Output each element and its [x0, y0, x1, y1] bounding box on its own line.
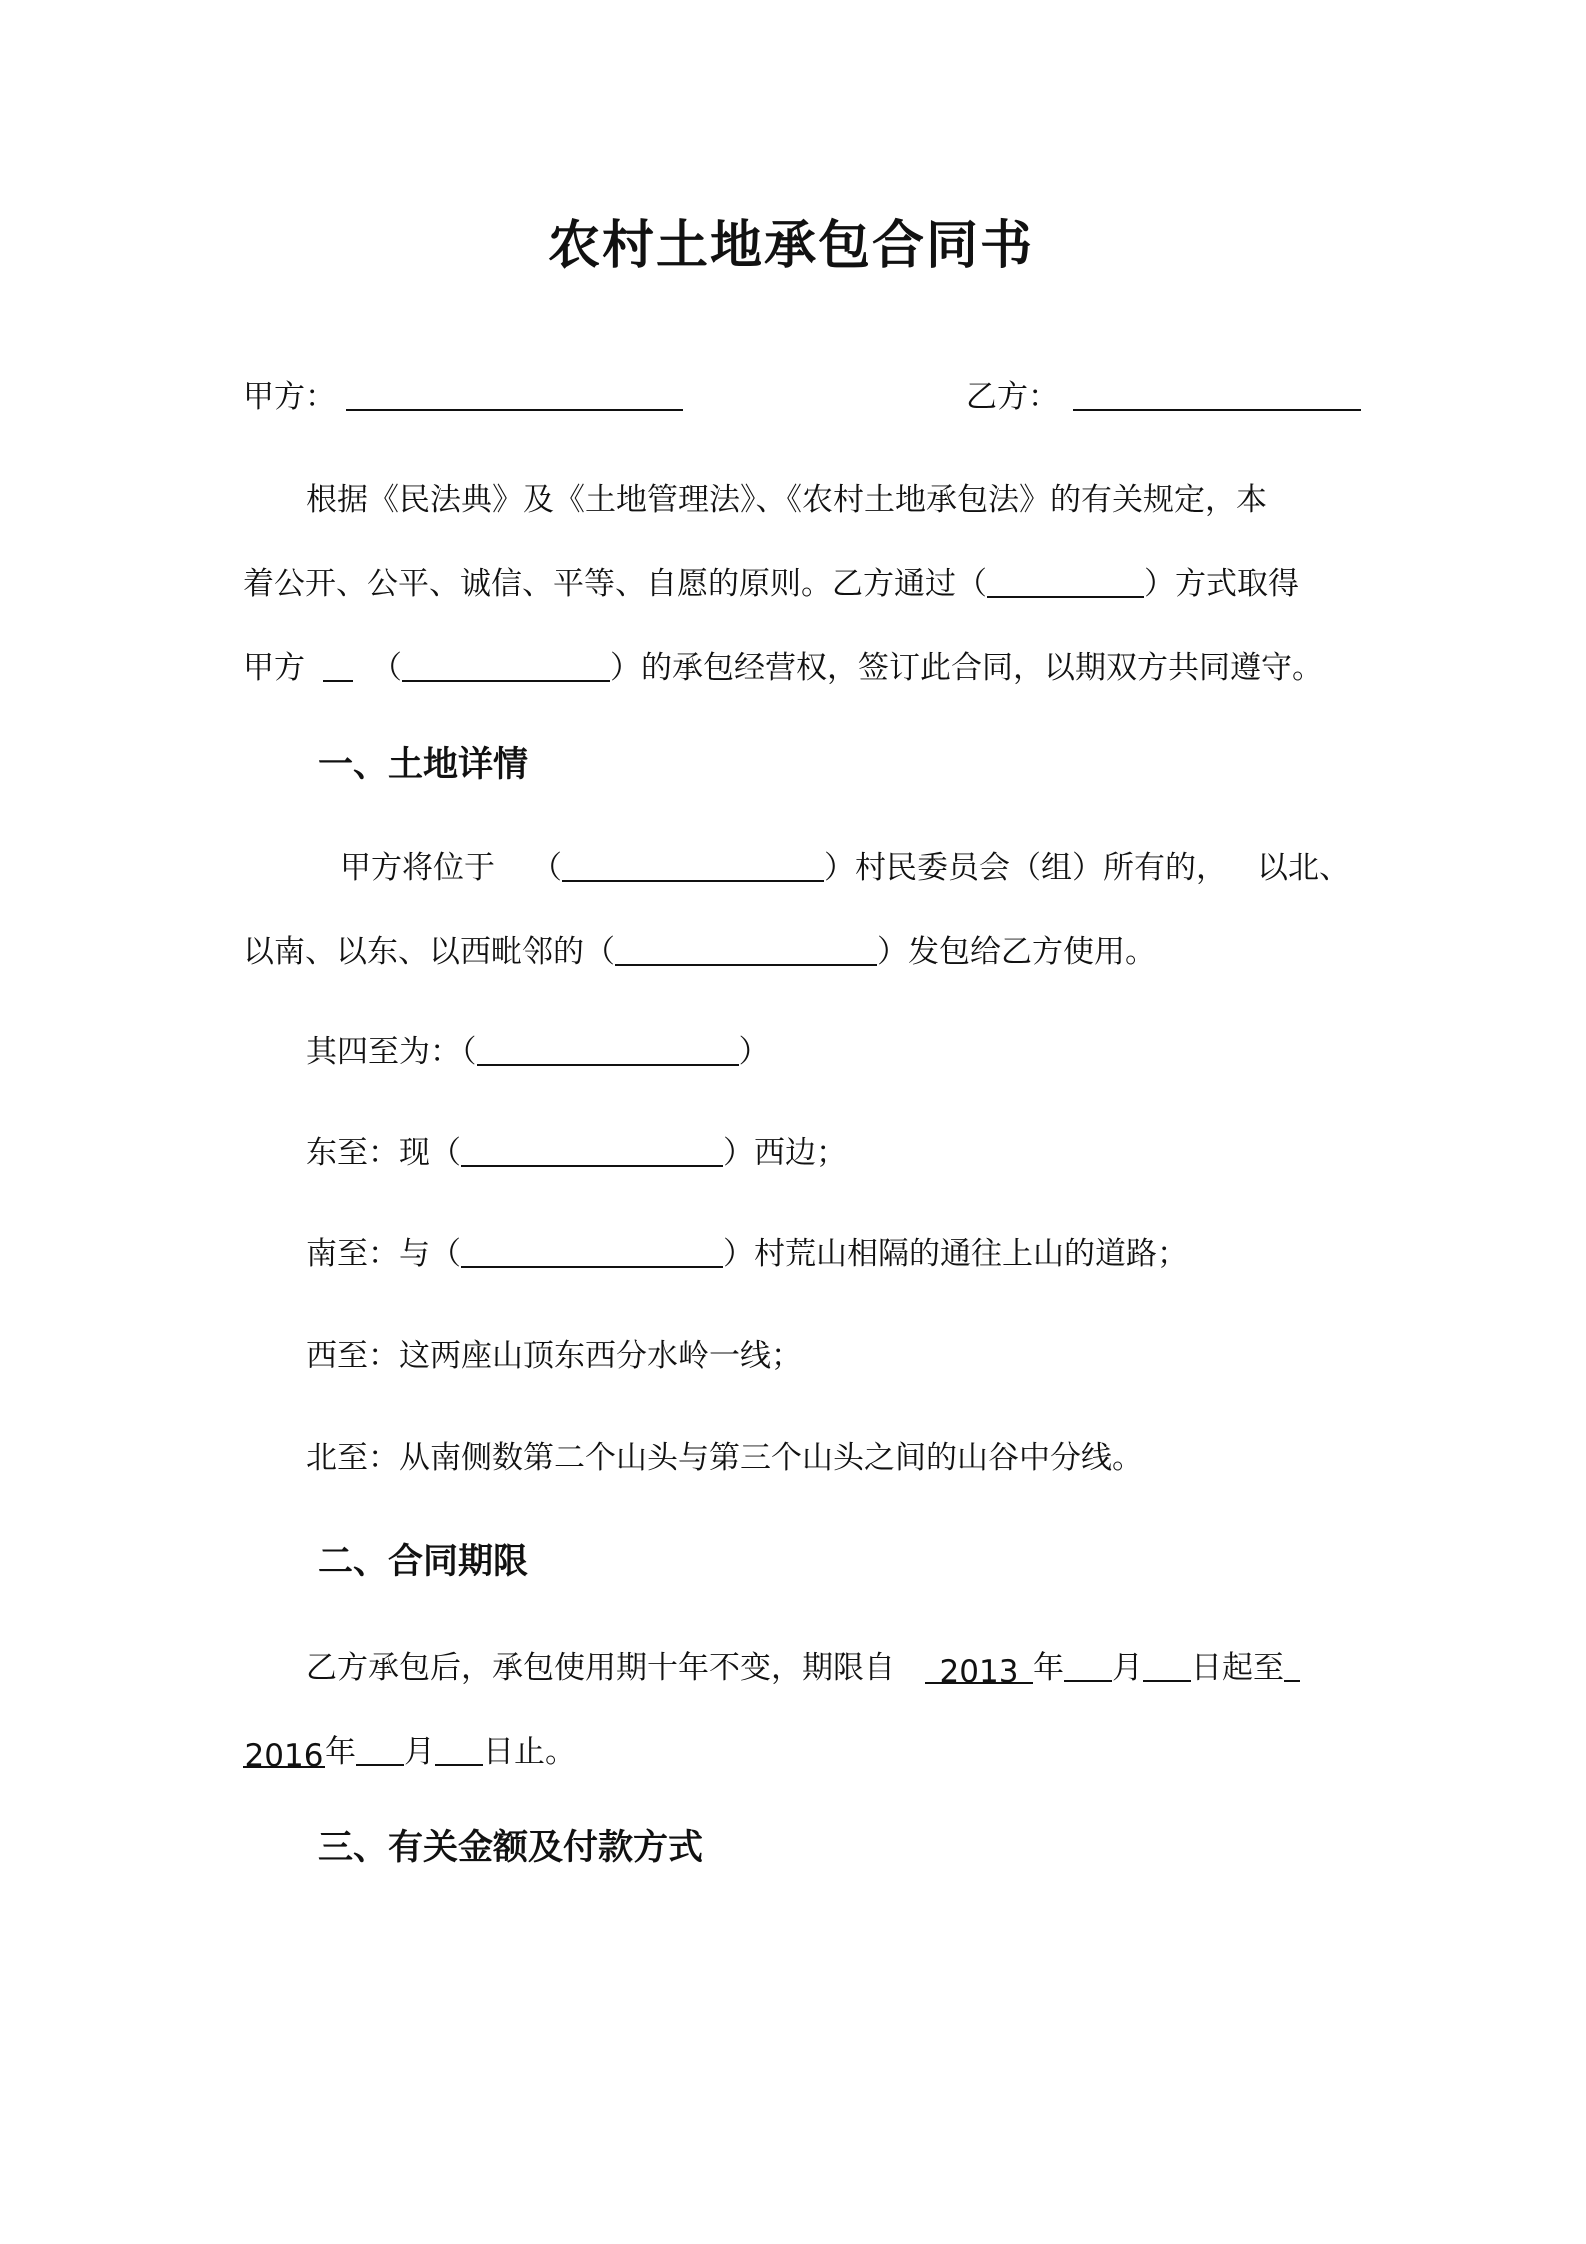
intro-line-3-text-c: ）的承包经营权，签订此合同，以期双方共同遵守。 [610, 650, 1323, 686]
land-description-blank[interactable] [402, 650, 610, 682]
location-line-2 [243, 932, 1156, 972]
west-boundary-line: 西至：这两座山顶东西分水岭一线； [306, 1338, 802, 1374]
end-day-label: 日止。 [483, 1734, 576, 1770]
start-year-field[interactable]: 2013 [925, 1652, 1033, 1684]
start-year-label: 年 [1033, 1650, 1064, 1686]
intro-line-2 [243, 564, 1299, 604]
section-2-heading: 二、合同期限 [318, 1542, 529, 1582]
location-line-1 [340, 848, 1350, 888]
village-committee-blank[interactable] [562, 850, 824, 882]
start-month-blank[interactable] [1064, 1650, 1112, 1682]
location-text-a: 甲方将位于 [340, 850, 495, 886]
adjacent-land-blank[interactable] [615, 934, 877, 966]
south-boundary-blank[interactable] [461, 1236, 723, 1268]
south-boundary-line [306, 1234, 1188, 1274]
start-month-label: 月 [1112, 1650, 1143, 1686]
boundaries-text-a: 其四至为：（ [306, 1034, 477, 1070]
term-end-connector [1284, 1650, 1300, 1682]
party-a-extra-blank[interactable] [323, 650, 353, 682]
party-a-line [243, 377, 683, 417]
party-a-blank[interactable] [346, 379, 683, 411]
term-text-a: 乙方承包后，承包使用期十年不变，期限自 [306, 1650, 895, 1686]
end-day-blank[interactable] [435, 1734, 483, 1766]
end-year-label: 年 [325, 1734, 356, 1770]
north-boundary-line: 北至：从南侧数第二个山头与第三个山头之间的山谷中分线。 [306, 1440, 1143, 1476]
end-year-field[interactable]: 2016 [244, 1738, 324, 1774]
east-text-b: ）西边； [723, 1135, 847, 1171]
location-line-2-text-b: ）发包给乙方使用。 [877, 934, 1156, 970]
east-boundary-line [306, 1133, 847, 1173]
south-text-b: ）村荒山相隔的通往上山的道路； [723, 1236, 1188, 1272]
term-line-2 [243, 1732, 576, 1772]
party-b-blank[interactable] [1073, 379, 1361, 411]
intro-line-2-text-b: ）方式取得 [1144, 566, 1299, 602]
term-line-1 [306, 1648, 1300, 1688]
intro-line-1: 根据《民法典》及《土地管理法》、《农村土地承包法》的有关规定，本 [306, 482, 1267, 518]
boundaries-line [306, 1032, 770, 1072]
document-title: 农村土地承包合同书 [548, 216, 1035, 276]
party-b-line [966, 377, 1361, 417]
location-text-b: （ [531, 850, 562, 886]
intro-line-3-text-a: 甲方 [243, 650, 305, 686]
party-a-label: 甲方： [243, 379, 336, 415]
boundaries-text-b: ） [738, 1034, 770, 1070]
location-text-d: 以北、 [1257, 850, 1350, 886]
intro-line-2-text-a: 着公开、公平、诚信、平等、自愿的原则。乙方通过（ [243, 566, 987, 602]
acquisition-method-blank[interactable] [987, 566, 1144, 598]
start-day-label: 日起至 [1191, 1650, 1284, 1686]
section-1-heading: 一、土地详情 [318, 745, 529, 785]
intro-line-3 [243, 648, 1323, 688]
end-month-blank[interactable] [356, 1734, 404, 1766]
start-day-blank[interactable] [1143, 1650, 1191, 1682]
east-boundary-blank[interactable] [461, 1135, 723, 1167]
section-3-heading: 三、有关金额及付款方式 [318, 1828, 704, 1868]
location-text-c: ）村民委员会（组）所有的， [824, 850, 1227, 886]
east-text-a: 东至：现（ [306, 1135, 461, 1171]
intro-line-3-text-b: （ [371, 650, 402, 686]
south-text-a: 南至：与（ [306, 1236, 461, 1272]
end-month-label: 月 [404, 1734, 435, 1770]
location-line-2-text-a: 以南、以东、以西毗邻的（ [243, 934, 615, 970]
party-b-label: 乙方： [966, 379, 1059, 415]
boundaries-blank[interactable] [477, 1034, 739, 1066]
